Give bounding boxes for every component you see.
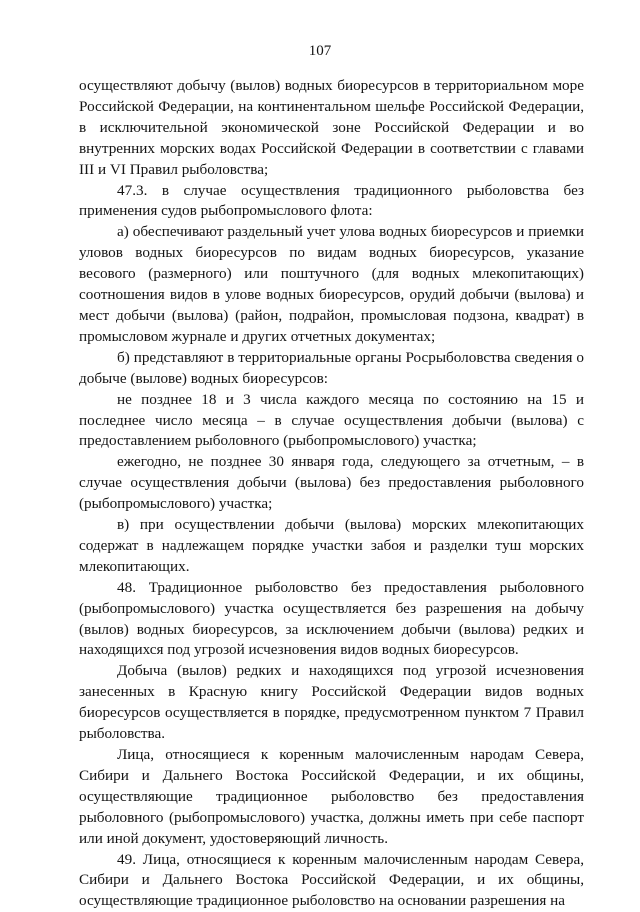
paragraph-49: 49. Лица, относящиеся к коренным малочисленным народам Севера, Сибири и Дальнего Востока Российской Федерации, и их общины, осуществляющие традиционное рыболовство на основании разрешения на [79,850,584,910]
paragraph-47-3-a: а) обеспечивают раздельный учет улова водных биоресурсов и приемки уловов водных биоресурсов по видам водных биоресурсов, указание весового (размерного) или поштучного (для водных млекопитающих) соотношения видов в улове водных биоресурсов, орудий добычи (вылова) и мест добычи (вылова) (район, подрайон, промысловая подзона, квадрат) в промысловом журнале и других отчетных документах; [79,223,584,345]
paragraph-47-3: 47.3. в случае осуществления традиционного рыболовства без применения судов рыбопромыслового флота: [79,181,584,220]
paragraph-48: 48. Традиционное рыболовство без предоставления рыболовного (рыбопромыслового) участка осуществляется без разрешения на добычу (вылов) водных биоресурсов, за исключением добычи (вылова) редких и находящихся под угрозой исчезновения видов водных биоресурсов. [79,578,584,659]
paragraph-red-book: Добыча (вылов) редких и находящихся под угрозой исчезновения занесенных в Красную книгу Российской Федерации видов водных биоресурсов осуществляется в порядке, предусмотренном пунктом 7 Правил рыболовства. [79,662,584,743]
paragraph-47-3-b: б) представляют в территориальные органы Росрыболовства сведения о добыче (вылове) водных биоресурсов: [79,348,584,387]
document-body [79,76,584,912]
paragraph-47-3-v: в) при осуществлении добычи (вылова) морских млекопитающих содержат в надлежащем порядке участки забоя и разделки туш морских млекопитающих. [79,516,584,575]
page-number: 107 [308,43,332,59]
paragraph-reporting-monthly: не позднее 18 и 3 числа каждого месяца по состоянию на 15 и последнее число месяца – в случае осуществления добычи (вылова) с предоставлением рыболовного (рыбопромыслового) участка; [79,390,584,450]
paragraph-reporting-annual: ежегодно, не позднее 30 января года, следующего за отчетным, – в случае осуществления добычи (вылова) без предоставления рыболовного (рыбопромыслового) участка; [79,453,584,513]
paragraph-fishing-territorial-waters: осуществляют добычу (вылов) водных биоресурсов в территориальном море Российской Федерации, на континентальном шельфе Российской Федерации, в исключительной экономической зоне Российской Федерации и во внутренних морских водах Российской Федерации в соответствии с главами III и VI Правил рыболовства; [79,77,584,178]
paragraph-identity-document: Лица, относящиеся к коренным малочисленным народам Севера, Сибири и Дальнего Востока Российской Федерации, и их общины, осуществляющие традиционное рыболовство без предоставления рыболовного (рыбопромыслового) участка, должны иметь при себе паспорт или иной документ, удостоверяющий личность. [79,746,584,847]
